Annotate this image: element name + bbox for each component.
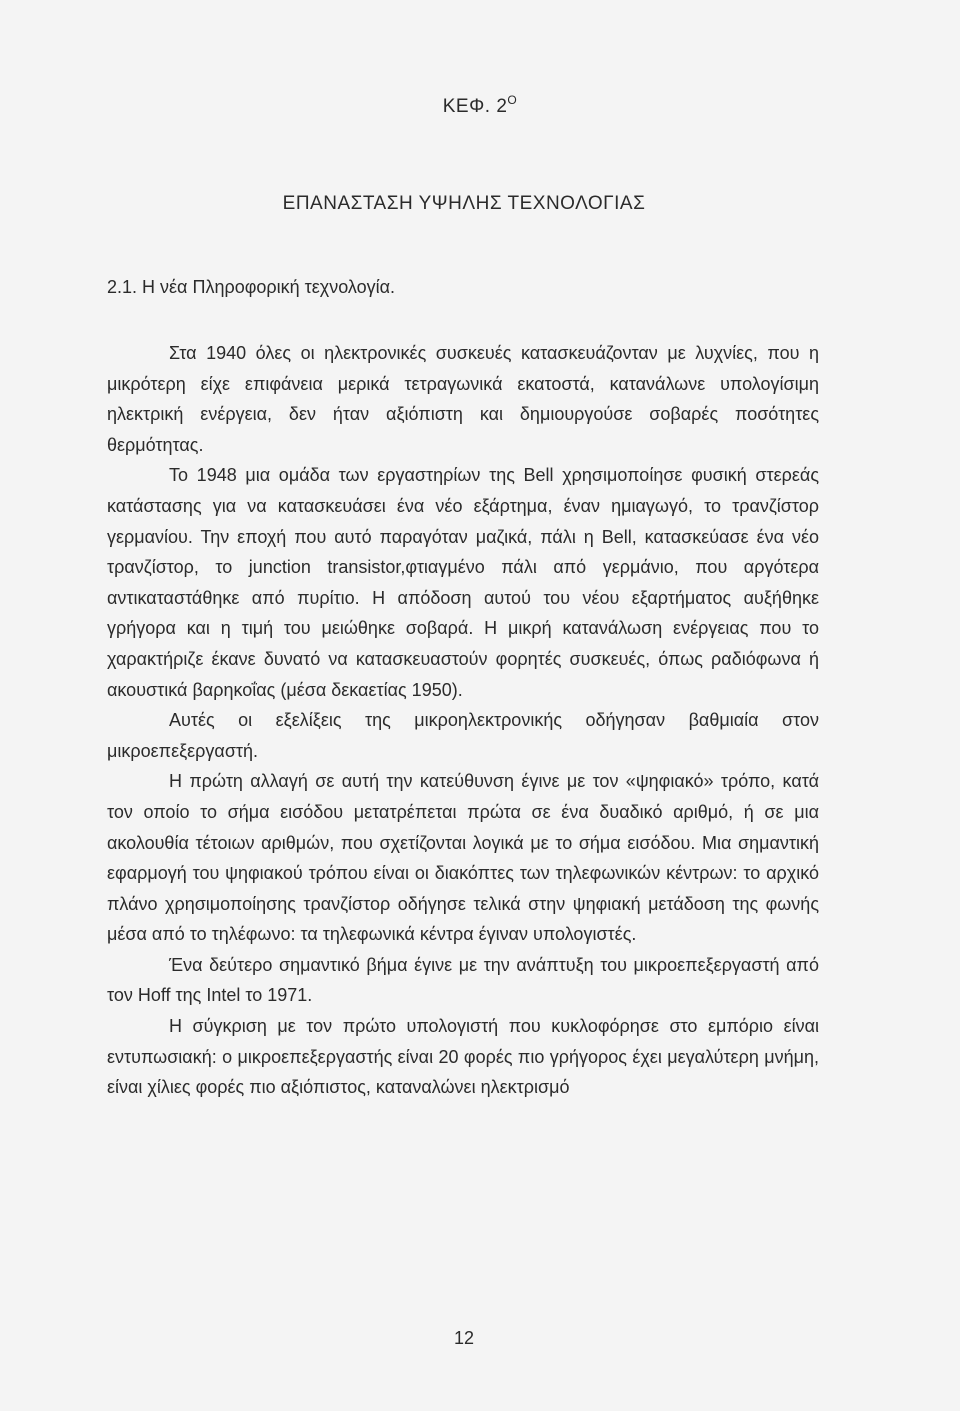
chapter-label: ΚΕΦ. 2 [442, 96, 508, 117]
paragraph: Η σύγκριση με τον πρώτο υπολογιστή που κυκλοφόρησε στο εμπόριο είναι εντυπωσιακή: ο μικροεπεξεργαστής είναι 20 φορές πιο γρήγορος έχει μεγαλύτερη μνήμη, είναι χίλιες φορές πιο αξιόπιστος, καταναλώνει ηλεκτρισμό [107, 1016, 819, 1098]
chapter-superscript: Ο [507, 93, 518, 107]
page-number: 12 [453, 1328, 475, 1348]
chapter-heading [0, 93, 960, 118]
paragraph: Αυτές οι εξελίξεις της μικροηλεκτρονικής οδήγησαν βαθμιαία στον μικροεπεξεργαστή. [107, 710, 819, 761]
paragraph: Ένα δεύτερο σημαντικό βήμα έγινε με την ανάπτυξη του μικροεπεξεργαστή από τον Hoff της Intel το 1971. [107, 954, 819, 1006]
paragraph: Η πρώτη αλλαγή σε αυτή την κατεύθυνση έγινε με τον «ψηφιακό» τρόπο, κατά τον οποίο το σήμα εισόδου μετατρέπεται πρώτα σε ένα δυαδικό αριθμό, ή σε μια ακολουθία τέτοιων αριθμών, που σχετίζονται λογικά με το σήμα εισόδου. Μια σημαντική εφαρμογή του ψηφιακού τρόπου είναι οι διακόπτες των τηλεφωνικών κέντρων: το αρχικό πλάνο χρησιμοποίησης τρανζίστορ οδήγησε τελικά στην ψηφιακή μετάδοση της φωνής μέσα από το τηλέφωνο: τα τηλεφωνικά κέντρα έγιναν υπολογιστές. [107, 771, 819, 945]
body-text [107, 338, 819, 1103]
section-heading: 2.1. Η νέα Πληροφορική τεχνολογία. [107, 277, 396, 297]
page-title: ΕΠΑΝΑΣΤΑΣΗ ΥΨΗΛΗΣ ΤΕΧΝΟΛΟΓΙΑΣ [282, 193, 646, 214]
paragraph: Το 1948 μια ομάδα των εργαστηρίων της Bell χρησιμοποίησε φυσική στερεάς κατάστασης για να κατασκευάσει ένα νέο εξάρτημα, έναν ημιαγωγό, το τρανζίστορ γερμανίου. Την εποχή που αυτό παραγόταν μαζικά, πάλι η Bell, κατασκεύασε ένα νέο τρανζίστορ, το junction transistor,φτιαγμένο πάλι από γερμάνιο, που αργότερα αντικαταστάθηκε από πυρίτιο. Η απόδοση αυτού του νέου εξαρτήματος αυξήθηκε γρήγορα και η τιμή του μειώθηκε σοβαρά. Η μικρή κατανάλωση ενέργειας που το χαρακτήριζε έκανε δυνατό να κατασκευαστούν φορητές συσκευές, όπως ραδιόφωνα ή ακουστικά βαρηκοΐας (μέσα δεκαετίας 1950). [107, 465, 819, 700]
paragraph: Στα 1940 όλες οι ηλεκτρονικές συσκευές κατασκευάζονταν με λυχνίες, που η μικρότερη είχε επιφάνεια μερικά τετραγωνικά εκατοστά, κατανάλωνε υπολογίσιμη ηλεκτρική ενέργεια, δεν ήταν αξιόπιστη και δημιουργούσε σοβαρές ποσότητες θερμότητας. [107, 343, 819, 455]
